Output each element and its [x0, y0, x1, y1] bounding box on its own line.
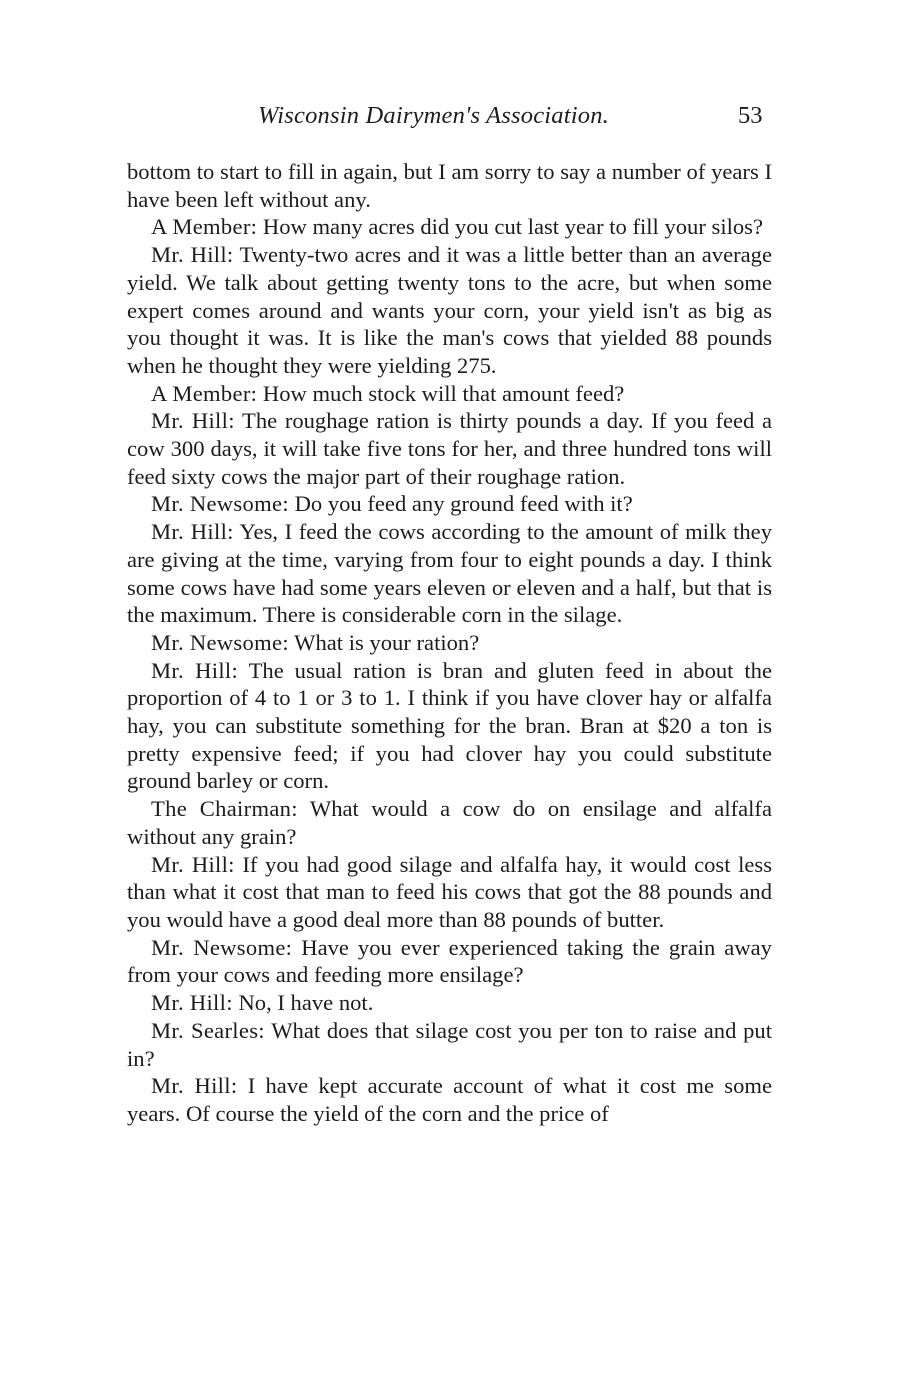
speaker-label: Mr. Newsome: — [151, 491, 289, 517]
dialogue-paragraph — [127, 213, 772, 241]
page-header — [0, 102, 904, 138]
speaker-label: Mr. Hill: — [151, 1073, 238, 1099]
dialogue-paragraph — [127, 629, 772, 657]
paragraph-text: I have kept accurate account of what it cost me some years. Of course the yield of the corn and the price of — [127, 1073, 772, 1126]
dialogue-paragraph — [127, 490, 772, 518]
paragraph-text: What is your ration? — [294, 629, 480, 655]
dialogue-paragraph — [127, 934, 772, 989]
speaker-label: Mr. Hill: — [151, 990, 233, 1016]
paragraph-text: bottom to start to fill in again, but I am sorry to say a number of years I have been left without any. — [127, 159, 772, 212]
paragraph-text: If you had good silage and alfalfa hay, it would cost less than what it cost that man to feed his cows that got the 88 pounds and you would have a good deal more than 88 pounds of butter. — [127, 851, 772, 932]
speaker-label: The Chairman: — [151, 796, 298, 822]
dialogue-paragraph — [127, 407, 772, 490]
running-title: Wisconsin Dairymen's Association. — [258, 102, 609, 129]
dialogue-paragraph — [127, 241, 772, 380]
paragraph-text: The roughage ration is thirty pounds a day. If you feed a cow 300 days, it will take five tons for her, and three hundred tons will feed sixty cows the major part of their roughage ration. — [127, 408, 773, 489]
dialogue-paragraph — [127, 989, 772, 1017]
dialogue-paragraph — [127, 657, 772, 796]
paragraph-text: Yes, I feed the cows according to the amount of milk they are giving at the time, varying from four to eight pounds a day. I think some cows have had some years eleven or eleven and a half, but that is the maximum. There is considerable corn in the silage. — [127, 519, 773, 628]
dialogue-paragraph — [127, 518, 772, 629]
paragraph-text: Twenty-two acres and it was a little better than an average yield. We talk about getting twenty tons to the acre, but when some expert comes around and wants your corn, your yield isn't as big as you thought it was. It is like the man's cows that yielded 88 pounds when he thought they were yielding 275. — [127, 242, 773, 378]
speaker-label: Mr. Newsome: — [151, 629, 289, 655]
speaker-label: Mr. Hill: — [151, 408, 235, 434]
speaker-label: A Member: — [151, 214, 258, 240]
speaker-label: A Member: — [151, 380, 258, 406]
dialogue-paragraph — [127, 380, 772, 408]
paragraph-text: What would a cow do on ensilage and alfalfa without any grain? — [127, 796, 772, 849]
paragraph-text: How many acres did you cut last year to fill your silos? — [262, 214, 763, 240]
dialogue-paragraph — [127, 851, 772, 934]
paragraph-text: Have you ever experienced taking the grain away from your cows and feeding more ensilage? — [127, 934, 772, 988]
paragraph-continuation — [127, 158, 772, 213]
paragraph-text: No, I have not. — [238, 990, 374, 1016]
speaker-label: Mr. Searles: — [151, 1017, 265, 1043]
paragraph-text: Do you feed any ground feed with it? — [294, 491, 633, 517]
paragraph-text: How much stock will that amount feed? — [262, 380, 625, 406]
speaker-label: Mr. Hill: — [151, 657, 239, 683]
speaker-label: Mr. Hill: — [151, 242, 234, 268]
speaker-label: Mr. Hill: — [151, 851, 235, 877]
paragraph-text: The usual ration is bran and gluten feed in about the proportion of 4 to 1 or 3 to 1. I think if you have clover hay or alfalfa hay, you can substitute something for the bran. Bran at $20 a ton is pretty expensive feed; if you had clover hay you could substitute ground barley or corn. — [127, 657, 772, 794]
paragraph-text: What does that silage cost you per ton to raise and put in? — [127, 1017, 772, 1071]
speaker-label: Mr. Newsome: — [151, 934, 293, 960]
speaker-label: Mr. Hill: — [151, 519, 234, 545]
body-text — [127, 158, 772, 1128]
dialogue-paragraph — [127, 1017, 772, 1072]
dialogue-paragraph — [127, 795, 772, 850]
dialogue-paragraph — [127, 1072, 772, 1127]
page-number: 53 — [738, 102, 763, 129]
